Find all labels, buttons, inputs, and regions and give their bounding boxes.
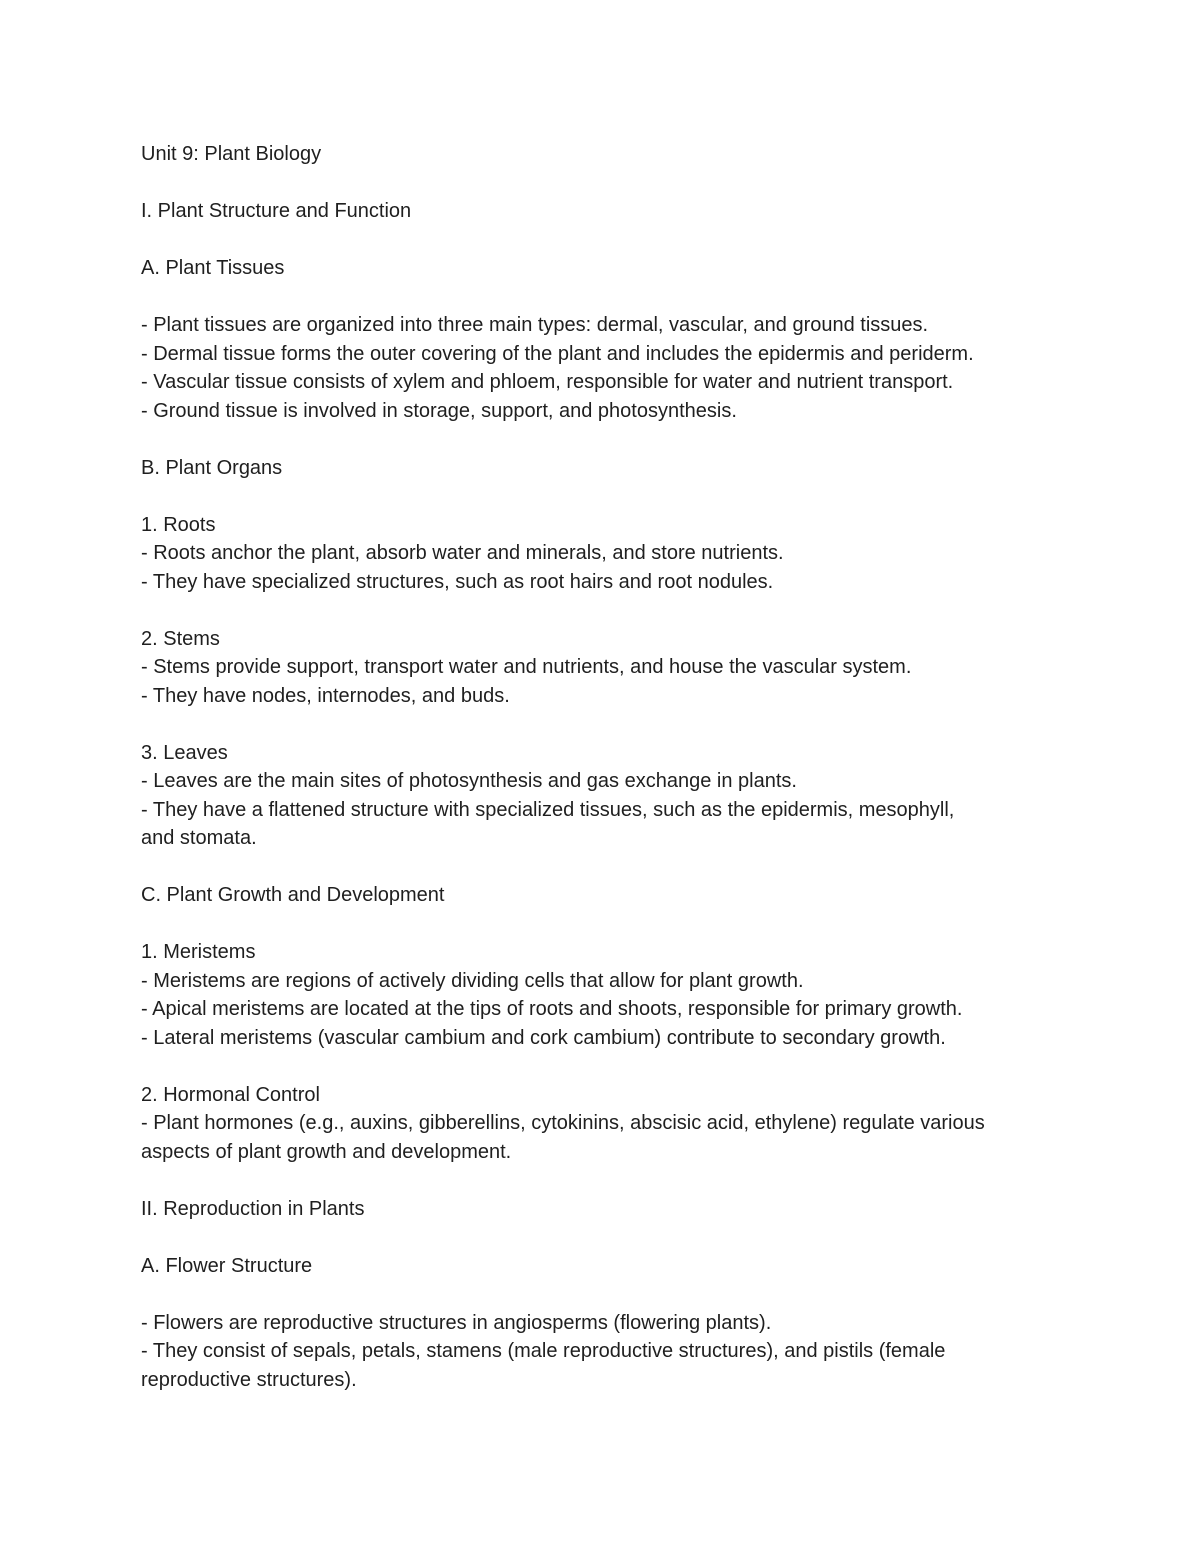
bullet-line: - They have a flattened structure with specialized tissues, such as the epidermis, mesophyll, (141, 798, 955, 821)
spacer (141, 226, 1071, 255)
bullet-line: - Plant tissues are organized into three main types: dermal, vascular, and ground tissues. (141, 314, 929, 336)
section-heading: I. Plant Structure and Function (141, 200, 412, 222)
spacer (141, 1223, 1071, 1252)
topic-heading: 1. Meristems (141, 941, 256, 963)
bullet-line-continuation: aspects of plant growth and development. (141, 1140, 512, 1163)
spacer (141, 596, 1071, 625)
bullet-line-continuation: reproductive structures). (141, 1368, 357, 1391)
spacer (141, 910, 1071, 939)
bullet-line: - They have nodes, internodes, and buds. (141, 684, 510, 707)
spacer (141, 1280, 1071, 1309)
bullet-line: - Lateral meristems (vascular cambium and cork cambium) contribute to secondary growth. (141, 1026, 946, 1049)
bullet-line: - Plant hormones (e.g., auxins, gibberellins, cytokinins, abscisic acid, ethylene) regulate various (141, 1112, 985, 1134)
spacer (141, 283, 1071, 312)
topic-heading: 2. Stems (141, 627, 220, 650)
topic-heading: 2. Hormonal Control (141, 1083, 320, 1106)
bullet-line: - Dermal tissue forms the outer covering of the plant and includes the epidermis and periderm. (141, 342, 974, 365)
section-heading: II. Reproduction in Plants (141, 1197, 365, 1220)
spacer (141, 1166, 1071, 1195)
bullet-line: - Vascular tissue consists of xylem and phloem, responsible for water and nutrient transport. (141, 371, 954, 393)
topic-heading: 1. Roots (141, 513, 216, 536)
topic-heading: 3. Leaves (141, 741, 228, 764)
bullet-line: - They have specialized structures, such as root hairs and root nodules. (141, 570, 774, 593)
spacer (141, 425, 1071, 454)
spacer (141, 853, 1071, 882)
spacer (141, 482, 1071, 511)
subsection-heading: A. Flower Structure (141, 1254, 313, 1277)
bullet-line: - Roots anchor the plant, absorb water and minerals, and store nutrients. (141, 542, 784, 564)
spacer (141, 1052, 1071, 1081)
bullet-line-continuation: and stomata. (141, 827, 257, 849)
subsection-heading: A. Plant Tissues (141, 257, 285, 279)
spacer (141, 169, 1071, 198)
bullet-line: - They consist of sepals, petals, stamens (male reproductive structures), and pistils (female (141, 1340, 946, 1362)
document-body (141, 140, 1071, 1394)
bullet-line: - Stems provide support, transport water and nutrients, and house the vascular system. (141, 656, 912, 678)
subsection-heading: B. Plant Organs (141, 456, 283, 479)
subsection-heading: C. Plant Growth and Development (141, 884, 445, 906)
bullet-line: - Ground tissue is involved in storage, support, and photosynthesis. (141, 399, 737, 422)
bullet-line: - Apical meristems are located at the tips of roots and shoots, responsible for primary growth. (141, 998, 963, 1020)
bullet-line: - Flowers are reproductive structures in angiosperms (flowering plants). (141, 1311, 772, 1334)
bullet-line: - Meristems are regions of actively dividing cells that allow for plant growth. (141, 969, 804, 992)
spacer (141, 710, 1071, 739)
document-title: Unit 9: Plant Biology (141, 143, 322, 165)
bullet-line: - Leaves are the main sites of photosynthesis and gas exchange in plants. (141, 770, 797, 792)
